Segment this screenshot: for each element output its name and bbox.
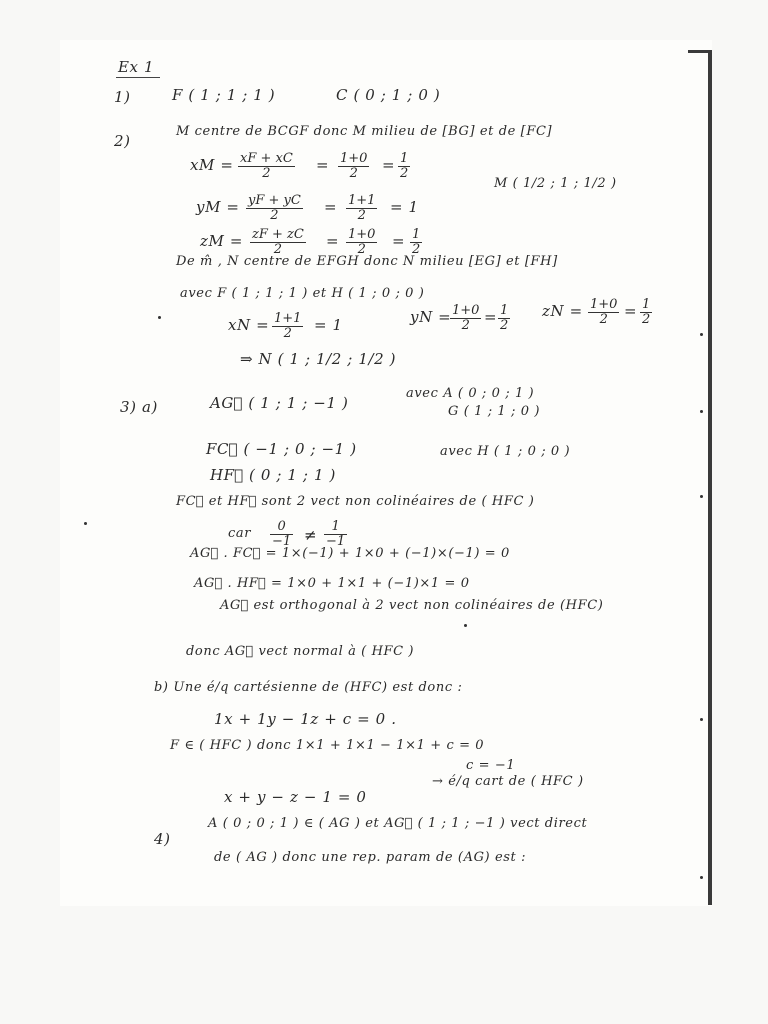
q2-ym-value-num: 1+1 xyxy=(348,193,376,208)
q2-xm-result-den: 2 xyxy=(400,166,409,181)
q2-yn-lhs: yN = xyxy=(410,308,452,326)
q2-yn-numerator: 1+0 xyxy=(452,303,480,318)
title-underline xyxy=(116,77,160,78)
q3b-cartesian-intro: b) Une é/q cartésienne de (HFC) est donc : xyxy=(154,680,463,695)
q2-zm-denominator: 2 xyxy=(273,242,283,257)
q2-xm-fraction xyxy=(238,152,295,181)
q2-xn-numerator: 1+1 xyxy=(274,311,302,326)
q3-car-fraction-1 xyxy=(270,520,293,549)
margin-dot xyxy=(700,410,703,413)
margin-dot xyxy=(84,522,87,525)
q3-normal-vector: donc AG⃗ vect normal à ( HFC ) xyxy=(186,644,415,659)
q3-orthogonal: AG⃗ est orthogonal à 2 vect non colinéaires de (HFC) xyxy=(220,598,604,613)
q2-ym-value xyxy=(346,194,377,223)
q2-yn-result-eq: = xyxy=(484,308,498,326)
q2-yn-result-num: 1 xyxy=(500,303,509,318)
q2-zn-denominator: 2 xyxy=(599,312,608,327)
q2-zn-result-eq: = xyxy=(624,302,638,320)
q2-xm-value-den: 2 xyxy=(349,166,358,181)
q3-car-fraction-2 xyxy=(324,520,347,549)
q2-ym-denominator: 2 xyxy=(270,208,279,223)
q3-point-g: G ( 1 ; 1 ; 0 ) xyxy=(448,404,541,419)
q3b-c-value: c = −1 xyxy=(466,758,516,773)
q3-car-f1-den: −1 xyxy=(272,534,292,549)
q4-line-2: de ( AG ) donc une rep. param de (AG) est : xyxy=(214,850,527,865)
q3-car-f1-num: 0 xyxy=(270,520,293,535)
q2-zn-result xyxy=(640,298,652,327)
q2-ym-numerator: yF + yC xyxy=(248,193,301,208)
q2-yn-fraction xyxy=(450,304,481,333)
q3-avec-a: avec A ( 0 ; 0 ; 1 ) xyxy=(406,386,535,401)
q2-zm-result-eq: = xyxy=(392,232,406,250)
q2-xn-result: = 1 xyxy=(314,316,343,334)
q2-zn-result-den: 2 xyxy=(642,312,651,327)
q2-zn-result-num: 1 xyxy=(642,297,651,312)
q3-avec-h: avec H ( 1 ; 0 ; 0 ) xyxy=(440,444,571,459)
q2-xm-value xyxy=(338,152,369,181)
q4-line-1: A ( 0 ; 0 ; 1 ) ∈ ( AG ) et AG⃗ ( 1 ; 1 ; −1 ) vect direct xyxy=(208,816,588,831)
q3a-number: 3) a) xyxy=(120,398,158,416)
q2-xm-denominator: 2 xyxy=(262,166,271,181)
page-edge-top xyxy=(688,50,710,53)
margin-dot xyxy=(700,333,703,336)
q2-xm-eq: = xyxy=(316,156,330,174)
q3b-f-in-plane: F ∈ ( HFC ) donc 1×1 + 1×1 − 1×1 + c = 0 xyxy=(170,738,485,753)
q2-ym-lhs: yM = xyxy=(196,198,240,216)
q3b-general-equation: 1x + 1y − 1z + c = 0 . xyxy=(214,710,397,728)
q2-yn-denominator: 2 xyxy=(461,318,470,333)
q2-ym-result: = 1 xyxy=(390,198,419,216)
q2-n-coordinates: ⇒ N ( 1 ; 1/2 ; 1/2 ) xyxy=(240,350,397,368)
q2-zm-numerator: zF + zC xyxy=(252,227,304,242)
q2-zm-result-num: 1 xyxy=(412,227,421,242)
q2-xn-denominator: 2 xyxy=(283,326,292,341)
margin-dot xyxy=(158,316,161,319)
q2-xm-value-num: 1+0 xyxy=(340,151,368,166)
q3-car-neq: ≠ xyxy=(304,526,318,544)
q4-number: 4) xyxy=(154,830,171,848)
margin-dot xyxy=(700,718,703,721)
q2-yn-result xyxy=(498,304,510,333)
q2-zm-result-den: 2 xyxy=(412,242,421,257)
q2-ym-value-den: 2 xyxy=(357,208,366,223)
q2-m-coordinates: M ( 1/2 ; 1 ; 1/2 ) xyxy=(494,176,617,191)
q2-zm-fraction xyxy=(250,228,306,257)
exercise-title: Ex 1 xyxy=(118,58,155,76)
q2-ym-fraction xyxy=(246,194,303,223)
q2-zn-fraction xyxy=(588,298,619,327)
q2-ym-eq: = xyxy=(324,198,338,216)
q3b-final-equation: x + y − z − 1 = 0 xyxy=(224,788,367,806)
q3-car-f2-num: 1 xyxy=(324,520,347,535)
q2-xm-lhs: xM = xyxy=(190,156,234,174)
margin-dot xyxy=(700,495,703,498)
q1-point-c: C ( 0 ; 1 ; 0 ) xyxy=(336,86,441,104)
q3-vector-hf: HF⃗ ( 0 ; 1 ; 1 ) xyxy=(210,466,336,484)
q2-xm-result-num: 1 xyxy=(400,151,409,166)
q2-xm-numerator: xF + xC xyxy=(240,151,293,166)
q2-yn-result-den: 2 xyxy=(500,318,509,333)
q2-zn-lhs: zN = xyxy=(542,302,583,320)
q3-vector-fc: FC⃗ ( −1 ; 0 ; −1 ) xyxy=(206,440,357,458)
q2-line-m-centre: M centre de BCGF donc M milieu de [BG] et de [FC] xyxy=(176,124,553,139)
q2-line-n-centre: De m̂ , N centre de EFGH donc N milieu [EG] et [FH] xyxy=(176,254,558,269)
q1-number: 1) xyxy=(114,88,131,106)
q2-zm-eq: = xyxy=(326,232,340,250)
q2-zm-value xyxy=(346,228,377,257)
q2-xm-result xyxy=(398,152,410,181)
q2-line-avec-f-h: avec F ( 1 ; 1 ; 1 ) et H ( 1 ; 0 ; 0 ) xyxy=(180,286,425,301)
q1-point-f: F ( 1 ; 1 ; 1 ) xyxy=(172,86,276,104)
q3b-equation-label: → é/q cart de ( HFC ) xyxy=(432,774,584,789)
q2-zm-lhs: zM = xyxy=(200,232,243,250)
q3-dot-product-fc: AG⃗ . FC⃗ = 1×(−1) + 1×0 + (−1)×(−1) = 0 xyxy=(190,546,510,561)
q2-xn-fraction xyxy=(272,312,303,341)
q2-xm-result-eq: = xyxy=(382,156,396,174)
q2-zn-numerator: 1+0 xyxy=(590,297,618,312)
q2-xn-lhs: xN = xyxy=(228,316,270,334)
q2-number: 2) xyxy=(114,132,131,150)
q3-dot-product-hf: AG⃗ . HF⃗ = 1×0 + 1×1 + (−1)×1 = 0 xyxy=(194,576,470,591)
q2-zm-value-num: 1+0 xyxy=(348,227,376,242)
q3-non-colineaires: FC⃗ et HF⃗ sont 2 vect non colinéaires de ( HFC ) xyxy=(176,494,535,509)
q3-car: car xyxy=(228,526,252,541)
q3-vector-ag: AG⃗ ( 1 ; 1 ; −1 ) xyxy=(210,394,349,412)
q2-zm-value-den: 2 xyxy=(357,242,366,257)
q2-zm-result xyxy=(410,228,422,257)
margin-dot xyxy=(700,876,703,879)
page-edge-right xyxy=(708,50,712,905)
q3-car-f2-den: −1 xyxy=(326,534,346,549)
ink-dot xyxy=(464,624,467,627)
